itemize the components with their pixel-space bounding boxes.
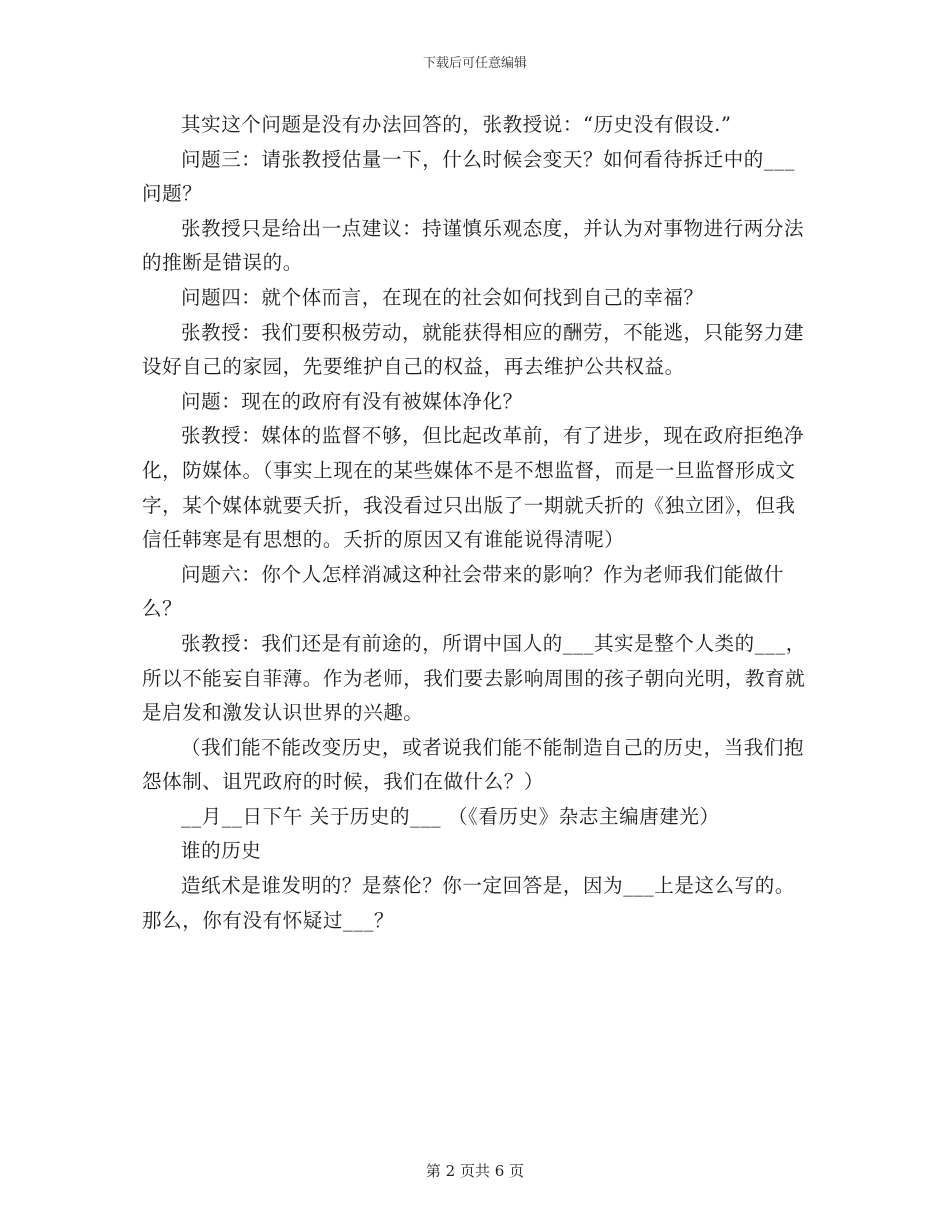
section-heading: 谁的历史: [181, 839, 262, 863]
paragraph: 问题四：就个体而言，在现在的社会如何找到自己的幸福？: [181, 285, 704, 309]
paragraph: 问题三：请张教授估量一下，什么时候会变天？如何看待拆迁中的___问题？: [142, 147, 795, 206]
paragraph: 问题六：你个人怎样消减这种社会带来的影响？作为老师我们能做什么？: [142, 562, 785, 621]
paragraph: __月__日下午 关于历史的___ （《看历史》杂志主编唐建光）: [181, 804, 720, 828]
paragraph: 造纸术是谁发明的？是蔡伦？你一定回答是，因为___上是这么写的。那么，你有没有怀疑过___？: [142, 874, 795, 932]
paragraph: 张教授只是给出一点建议：持谨慎乐观态度，并认为对事物进行两分法的推断是错误的。: [142, 216, 805, 275]
paragraph: 问题：现在的政府有没有被媒体净化？: [181, 389, 523, 413]
paragraph: （我们能不能改变历史，或者说我们能不能制造自己的历史，当我们抱怨体制、诅咒政府的时候，我们在做什么？）: [142, 735, 805, 794]
document-body: [142, 108, 810, 938]
page-header: 下载后可任意编辑: [422, 56, 527, 71]
paragraph: 其实这个问题是没有办法回答的，张教授说：“历史没有假设.”: [181, 113, 732, 136]
page-footer: 第 2 页共 6 页: [425, 1162, 525, 1180]
paragraph: 张教授：我们还是有前途的，所谓中国人的___其实是整个人类的___，所以不能妄自菲薄。作为老师，我们要去影响周围的孩子朝向光明，教育就是启发和激发认识世界的兴趣。: [142, 631, 806, 725]
paragraph: 张教授：媒体的监督不够，但比起改革前，有了进步，现在政府拒绝净化，防媒体。（事实上现在的某些媒体不是不想监督，而是一旦监督形成文字，某个媒体就要夭折，我没看过只出版了一期就夭折的《独立团》，但我信任韩寒是有思想的。夭折的原因又有谁能说得清呢）: [142, 424, 805, 552]
paragraph: 张教授：我们要积极劳动，就能获得相应的酬劳，不能逃，只能努力建设好自己的家园，先要维护自己的权益，再去维护公共权益。: [142, 320, 805, 379]
